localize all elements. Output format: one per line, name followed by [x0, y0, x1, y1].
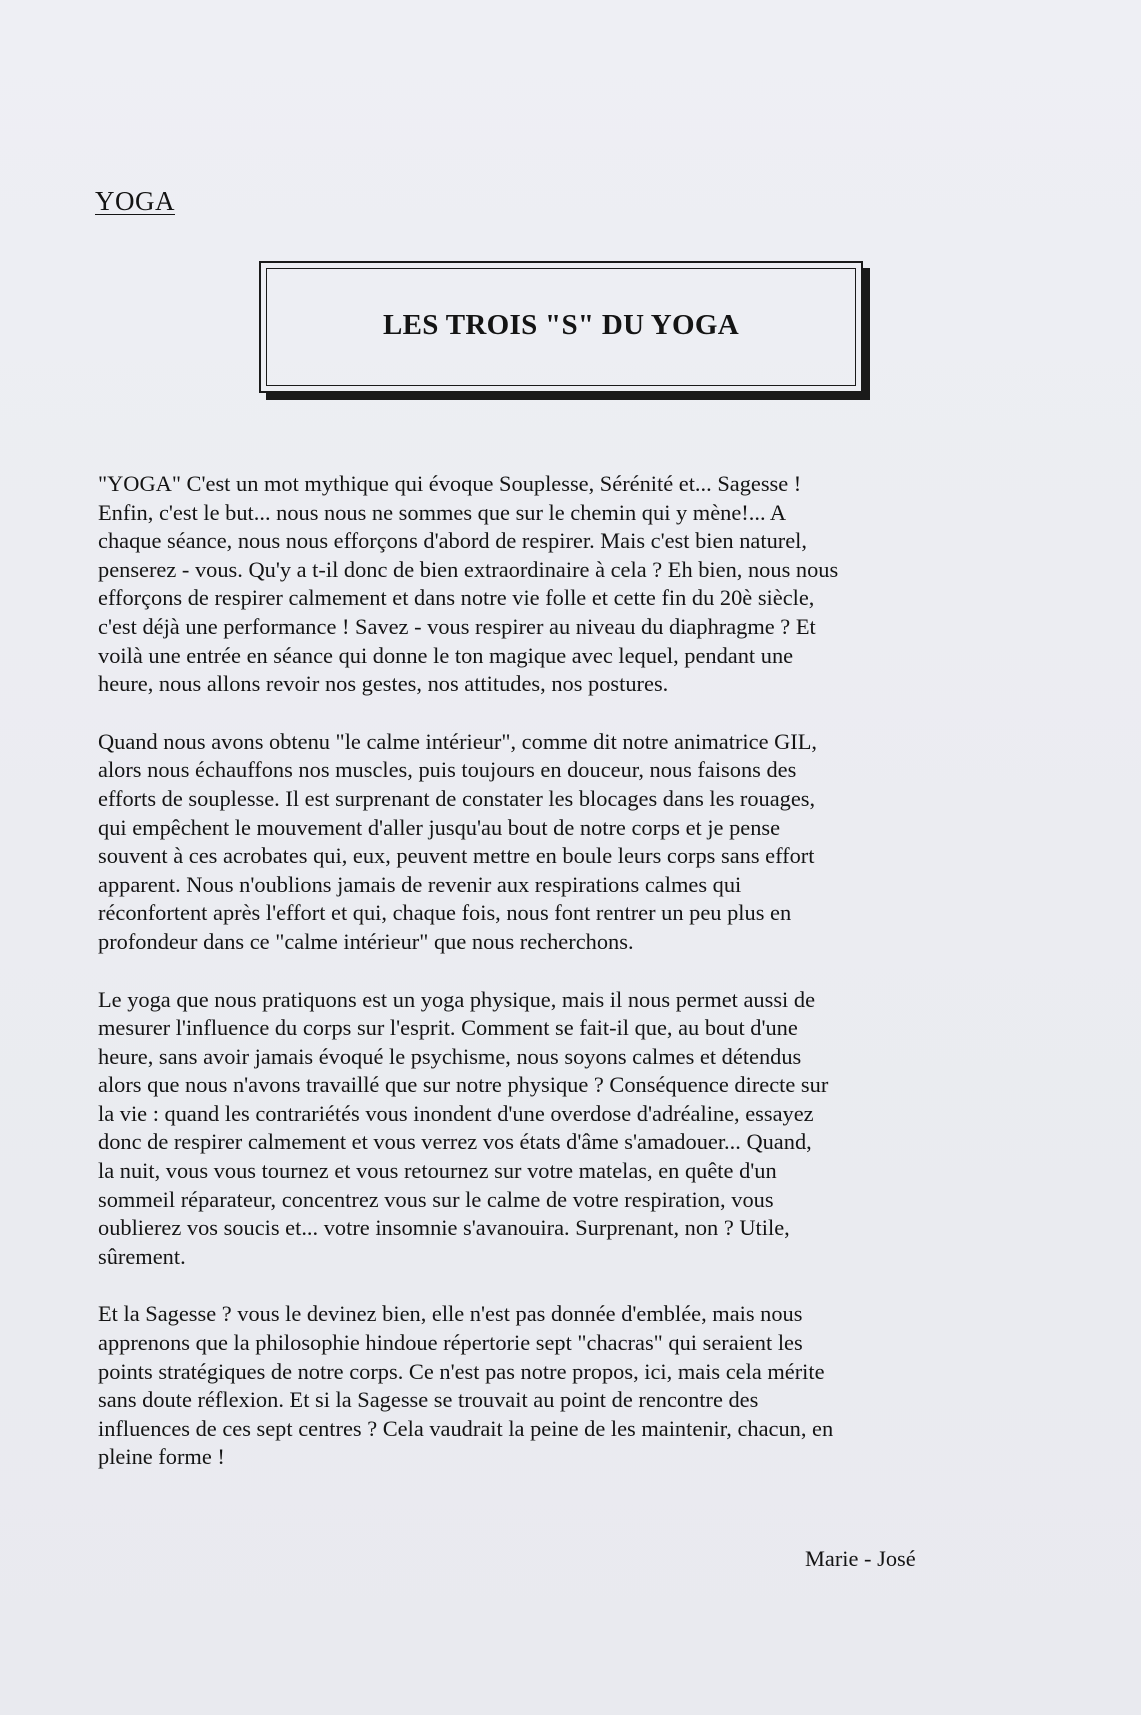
text-line: voilà une entrée en séance qui donne le ton magique avec lequel, pendant une [98, 642, 794, 668]
text-line: efforçons de respirer calmement et dans notre vie folle et cette fin du 20è siècle, [98, 585, 815, 611]
paragraph [98, 728, 1058, 957]
text-line: sans doute réflexion. Et si la Sagesse se trouvait au point de rencontre des [98, 1387, 759, 1413]
text-line: influences de ces sept centres ? Cela vaudrait la peine de les maintenir, chacun, en [98, 1415, 834, 1441]
paragraph [98, 986, 1058, 1272]
text-line: oublierez vos soucis et... votre insomnie s'avanouira. Surprenant, non ? Utile, [98, 1215, 790, 1241]
text-line: alors nous échauffons nos muscles, puis toujours en douceur, nous faisons des [98, 757, 797, 783]
text-line: mesurer l'influence du corps sur l'esprit. Comment se fait-il que, au bout d'une [98, 1015, 798, 1041]
text-line: la nuit, vous vous tournez et vous retournez sur votre matelas, en quête d'un [98, 1158, 777, 1184]
page-title: LES TROIS "S" DU YOGA [383, 309, 739, 341]
text-line: souvent à ces acrobates qui, eux, peuvent mettre en boule leurs corps sans effort [98, 843, 815, 869]
text-line: heure, sans avoir jamais évoqué le psychisme, nous soyons calmes et détendus [98, 1043, 802, 1069]
text-line: apparent. Nous n'oublions jamais de revenir aux respirations calmes qui [98, 871, 742, 897]
text-line: donc de respirer calmement et vous verrez vos états d'âme s'amadouer... Quand, [98, 1129, 812, 1155]
text-line: Et la Sagesse ? vous le devinez bien, elle n'est pas donnée d'emblée, mais nous [98, 1301, 803, 1327]
text-line: pleine forme ! [98, 1444, 225, 1470]
text-line: Le yoga que nous pratiquons est un yoga physique, mais il nous permet aussi de [98, 986, 816, 1012]
section-label: YOGA [95, 186, 175, 216]
text-line: chaque séance, nous nous efforçons d'abord de respirer. Mais c'est bien naturel, [98, 528, 807, 554]
paragraph [98, 470, 1058, 699]
text-line: sommeil réparateur, concentrez vous sur le calme de votre respiration, vous [98, 1186, 774, 1212]
text-line: réconfortent après l'effort et qui, chaque fois, nous font rentrer un peu plus en [98, 900, 792, 926]
text-line: efforts de souplesse. Il est surprenant de constater les blocages dans les rouages, [98, 785, 816, 811]
title-box [259, 261, 863, 393]
text-line: "YOGA" C'est un mot mythique qui évoque Souplesse, Sérénité et... Sagesse ! [98, 471, 802, 496]
author-signature: Marie - José [805, 1546, 916, 1571]
text-line: Enfin, c'est le but... nous nous ne sommes que sur le chemin qui y mène!... A [98, 499, 787, 525]
text-line: Quand nous avons obtenu "le calme intérieur", comme dit notre animatrice GIL, [98, 728, 818, 754]
text-line: sûrement. [98, 1243, 186, 1269]
text-line: c'est déjà une performance ! Savez - vous respirer au niveau du diaphragme ? Et [98, 613, 816, 639]
text-line: la vie : quand les contrariétés vous inondent d'une overdose d'adréaline, essayez [98, 1100, 814, 1126]
text-line: heure, nous allons revoir nos gestes, nos attitudes, nos postures. [98, 671, 669, 697]
text-line: alors que nous n'avons travaillé que sur notre physique ? Conséquence directe sur [98, 1072, 829, 1098]
text-line: penserez - vous. Qu'y a t-il donc de bien extraordinaire à cela ? Eh bien, nous nous [98, 556, 839, 582]
text-line: qui empêchent le mouvement d'aller jusqu'au bout de notre corps et je pense [98, 814, 781, 840]
text-line: points stratégiques de notre corps. Ce n'est pas notre propos, ici, mais cela mérite [98, 1358, 825, 1384]
article-body [98, 470, 1058, 1501]
text-line: profondeur dans ce "calme intérieur" que nous recherchons. [98, 928, 634, 954]
text-line: apprenons que la philosophie hindoue répertorie sept "chacras" qui seraient les [98, 1330, 803, 1356]
paragraph [98, 1300, 1058, 1472]
